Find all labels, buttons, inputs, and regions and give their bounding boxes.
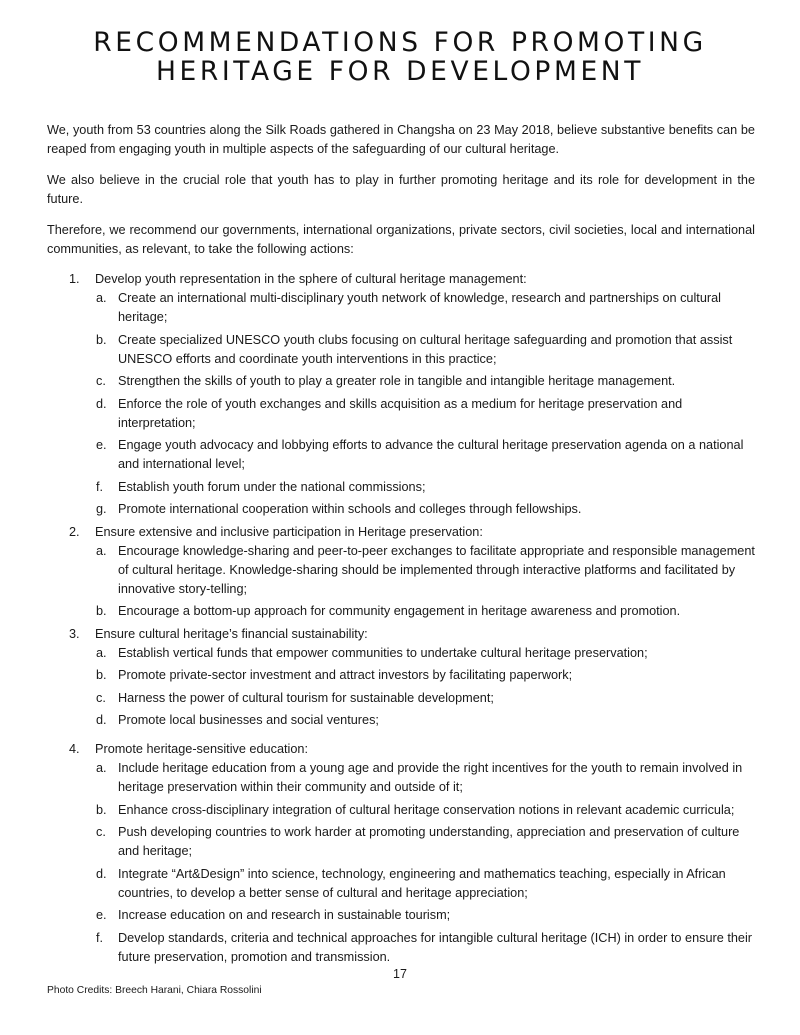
recommendations-list [47,270,755,967]
list-item [95,823,755,861]
list-item [95,666,755,685]
list-item [95,906,755,925]
item-letter: g. [96,502,107,516]
item-text: Promote international cooperation within schools and colleges through fellowships. [118,502,582,516]
list-item [95,500,755,519]
section-3 [47,625,755,731]
list-item [95,602,755,621]
item-text: Enforce the role of youth exchanges and skills acquisition as a medium for heritage preservation and interpretation; [118,396,683,430]
item-letter: a. [96,291,107,305]
belief-paragraph: We also believe in the crucial role that youth has to play in further promoting heritage and its role for development in the future. [47,173,755,206]
item-letter: c. [96,825,106,839]
section-title: Promote heritage-sensitive education: [95,742,308,756]
item-letter: d. [96,713,107,727]
list-item [95,478,755,497]
section-2 [47,523,755,622]
item-letter: b. [96,604,107,618]
item-letter: e. [96,908,107,922]
list-item [95,865,755,903]
item-text: Enhance cross-disciplinary integration of cultural heritage conservation notions in relevant academic curricula; [118,802,735,817]
item-text: Strengthen the skills of youth to play a greater role in tangible and intangible heritage management. [118,374,676,388]
list-item [95,542,755,599]
item-text: Establish vertical funds that empower communities to undertake cultural heritage preservation; [118,645,648,660]
item-letter: f. [96,930,104,945]
list-item [95,759,755,797]
list-item [95,711,755,730]
item-text: Establish youth forum under the national commissions; [118,479,426,494]
section-items [95,759,755,967]
list-item [95,644,755,663]
section-1 [47,270,755,519]
item-text: Encourage a bottom-up approach for community engagement in heritage awareness and promotion. [118,604,681,618]
item-text: Promote local businesses and social ventures; [118,713,379,727]
section-title: Ensure cultural heritage’s financial sustainability: [95,626,368,641]
title-line-1: RECOMMENDATIONS FOR PROMOTING [93,27,707,58]
item-letter: c. [96,690,106,705]
list-item [95,929,755,967]
item-text: Develop standards, criteria and technical approaches for intangible cultural heritage (ICH) in order to ensure their future preservation, promotion and transmission. [118,930,753,964]
item-text: Create specialized UNESCO youth clubs focusing on cultural heritage safeguarding and promotion that assist UNESCO efforts and coordinate youth interventions in this practice; [118,332,733,366]
item-text: Create an international multi-disciplinary youth network of knowledge, research and partnerships on cultural heritage; [118,291,721,324]
section-number: 2. [69,524,80,539]
list-item [95,289,755,327]
item-text: Push developing countries to work harder at promoting understanding, appreciation and preservation of culture and heritage; [118,825,740,858]
section-number: 3. [69,626,80,641]
section-items [95,644,755,731]
list-item [95,372,755,391]
document-body [47,121,755,970]
item-letter: a. [96,645,107,660]
item-text: Engage youth advocacy and lobbying efforts to advance the cultural heritage preservation agenda on a national and international level; [118,438,744,471]
page-title [0,28,800,86]
item-letter: e. [96,438,107,452]
item-letter: b. [96,802,107,817]
item-letter: c. [96,374,106,388]
item-letter: a. [96,761,107,775]
item-text: Include heritage education from a young age and provide the right incentives for the youth to remain involved in heritage preservation within their community and outside of it; [118,761,743,794]
list-item [95,801,755,820]
item-text: Promote private-sector investment and attract investors by facilitating paperwork; [118,668,573,682]
item-letter: d. [96,396,107,411]
section-items [95,542,755,622]
page-number: 17 [393,967,407,981]
title-line-2: HERITAGE FOR DEVELOPMENT [155,56,645,87]
list-item [95,436,755,474]
section-number: 1. [69,272,80,286]
list-item [95,395,755,433]
section-4 [47,740,755,967]
item-letter: f. [96,479,104,494]
item-letter: d. [96,866,107,881]
section-title: Develop youth representation in the sphere of cultural heritage management: [95,272,527,286]
item-text: Increase education on and research in sustainable tourism; [118,908,451,922]
item-letter: b. [96,332,107,347]
photo-credits: Photo Credits: Breech Harani, Chiara Rossolini [47,985,262,996]
section-items [95,289,755,519]
section-title: Ensure extensive and inclusive participation in Heritage preservation: [95,524,483,539]
item-text: Integrate “Art&Design” into science, technology, engineering and mathematics teaching, especially in African countries, to develop a better sense of cultural and heritage appreciation; [118,866,726,900]
item-letter: a. [96,543,107,558]
intro-paragraph: We, youth from 53 countries along the Silk Roads gathered in Changsha on 23 May 2018, believe substantive benefits can be reaped from engaging youth in multiple aspects of the safeguarding of our cultural heritage. [47,123,755,156]
item-text: Encourage knowledge-sharing and peer-to-peer exchanges to facilitate appropriate and responsible management of cultural heritage. Knowledge-sharing should be implemented through interactive platforms and facilitated by innovative story-telling; [118,543,755,596]
item-text: Harness the power of cultural tourism for sustainable development; [118,690,494,705]
list-item [95,331,755,369]
item-letter: b. [96,668,107,682]
list-item [95,689,755,708]
section-number: 4. [69,742,80,756]
recommendation-paragraph: Therefore, we recommend our governments, international organizations, private sectors, civil societies, local and international communities, as relevant, to take the following actions: [47,223,755,256]
